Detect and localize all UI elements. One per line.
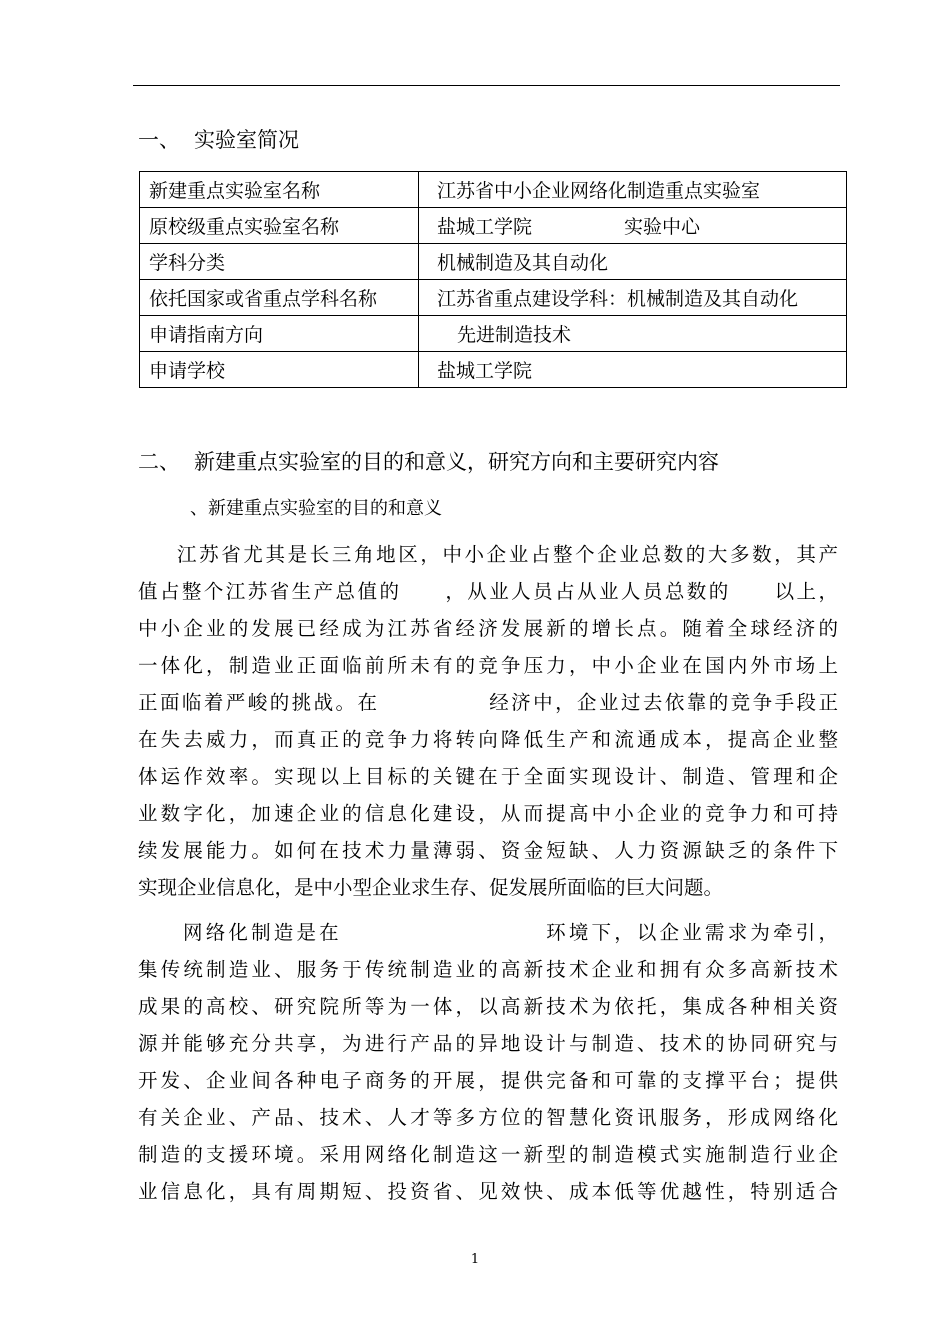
table-row [140,172,847,208]
section-title: 实验室简况 [194,128,299,152]
table-value: 江苏省中小企业网络化制造重点实验室 [419,172,847,208]
table-row [140,244,847,280]
text-line: 正面临着严峻的挑战。在 经济中，企业过去依靠的竞争手段正 [138,691,838,714]
table-label: 申请学校 [140,352,419,388]
text-line: 源并能够充分共享，为进行产品的异地设计与制造、技术的协同研究与 [138,1032,838,1055]
header-rule [133,85,840,86]
lab-info-table [139,171,847,388]
section-number: 二、 [138,450,180,474]
table-row [140,280,847,316]
table-row [140,316,847,352]
text-line: 业数字化，加速企业的信息化建设，从而提高中小企业的竞争力和可持 [138,802,838,825]
page-number: 1 [470,1252,480,1267]
table-value [419,208,847,244]
text-line: 一体化，制造业正面临前所未有的竞争压力，中小企业在国内外市场上 [138,654,838,677]
table-label: 原校级重点实验室名称 [140,208,419,244]
text-line: 续发展能力。如何在技术力量薄弱、资金短缺、人力资源缺乏的条件下 [138,839,838,862]
text-line: 体运作效率。实现以上目标的关键在于全面实现设计、制造、管理和企 [138,765,838,788]
text-line: 实现企业信息化，是中小型企业求生存、促发展所面临的巨大问题。 [138,876,724,899]
section-heading-2 [138,446,719,476]
text-line: 成果的高校、研究院所等为一体，以高新技术为依托，集成各种相关资 [138,995,838,1018]
table-label: 依托国家或省重点学科名称 [140,280,419,316]
text-line: 江苏省尤其是长三角地区，中小企业占整个企业总数的大多数，其产 [177,543,838,566]
text-line: 业信息化，具有周期短、投资省、见效快、成本低等优越性，特别适合 [138,1180,838,1203]
section-number: 一、 [138,128,180,152]
table-value: 盐城工学院 [419,352,847,388]
table-value-text: 先进制造技术 [457,324,572,346]
section-title: 新建重点实验室的目的和意义，研究方向和主要研究内容 [194,450,719,474]
text-line: 在失去威力，而真正的竞争力将转向降低生产和流通成本，提高企业整 [138,728,838,751]
table-row [140,352,847,388]
table-value: 江苏省重点建设学科：机械制造及其自动化 [419,280,847,316]
text-line: 集传统制造业、服务于传统制造业的高新技术企业和拥有众多高新技术 [138,958,838,981]
table-value-part: 盐城工学院 [437,216,533,238]
text-line: 值占整个江苏省生产总值的 ，从业人员占从业人员总数的 以上， [138,580,838,603]
table-value-part: 实验中心 [624,216,701,238]
subsection-heading: 、新建重点实验室的目的和意义 [190,498,442,519]
text-line: 中小企业的发展已经成为江苏省经济发展新的增长点。随着全球经济的 [138,617,838,640]
table-label: 新建重点实验室名称 [140,172,419,208]
table-label: 申请指南方向 [140,316,419,352]
text-line: 开发、企业间各种电子商务的开展，提供完备和可靠的支撑平台；提供 [138,1069,838,1092]
text-line: 制造的支援环境。采用网络化制造这一新型的制造模式实施制造行业企 [138,1143,838,1166]
table-row [140,208,847,244]
text-line: 网络化制造是在 环境下，以企业需求为牵引， [183,921,838,944]
section-heading-1 [138,124,299,154]
paragraph-2 [138,914,838,1210]
table-value: 机械制造及其自动化 [419,244,847,280]
paragraph-1 [138,536,838,906]
table-label: 学科分类 [140,244,419,280]
text-line: 有关企业、产品、技术、人才等多方位的智慧化资讯服务，形成网络化 [138,1106,838,1129]
table-value [419,316,847,352]
